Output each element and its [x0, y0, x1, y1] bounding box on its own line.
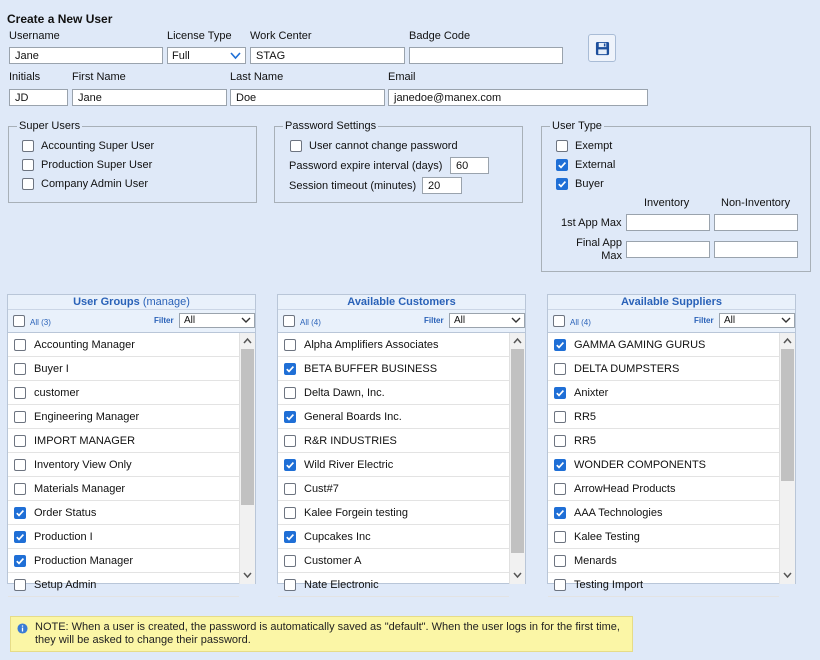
- user-group-list-item[interactable]: [8, 501, 239, 525]
- final-app-max-label: [573, 237, 622, 263]
- user-group-item-checkbox[interactable]: [14, 555, 26, 567]
- checkmark-icon: [555, 340, 565, 350]
- manage-groups-link[interactable]: (manage): [142, 296, 190, 308]
- customer-item-label: Wild River Electric: [304, 458, 394, 471]
- supplier-item-label: DELTA DUMPSTERS: [574, 362, 680, 375]
- supplier-item-label: Menards: [574, 554, 617, 567]
- user-groups-scroll-thumb[interactable]: [241, 349, 254, 505]
- first-name-input[interactable]: Jane: [72, 89, 227, 106]
- email-input[interactable]: janedoe@manex.com: [388, 89, 648, 106]
- user-group-list-item[interactable]: [8, 381, 239, 405]
- super-user-checkbox-label: Production Super User: [41, 159, 153, 171]
- customer-item-checkbox[interactable]: [284, 363, 296, 375]
- save-icon: [595, 41, 610, 56]
- final-app-max-non-inventory-input[interactable]: [714, 241, 798, 258]
- supplier-item-checkbox[interactable]: [554, 339, 566, 351]
- username-input[interactable]: Jane: [9, 47, 163, 64]
- work-center-label: Work Center: [250, 30, 312, 42]
- customers-all-count: All (4): [300, 318, 321, 327]
- suppliers-filter-bar: [548, 310, 795, 333]
- checkmark-icon: [15, 508, 25, 518]
- user-groups-select-all-checkbox[interactable]: [13, 315, 25, 327]
- customer-list-item[interactable]: [278, 501, 509, 525]
- user-group-item-label: Setup Admin: [34, 578, 97, 591]
- user-groups-filter-select[interactable]: [179, 313, 255, 328]
- user-group-item-label: Buyer I: [34, 362, 69, 375]
- customers-filter-select[interactable]: [449, 313, 525, 328]
- super-user-checkbox-label: Accounting Super User: [41, 140, 155, 152]
- checkmark-icon: [555, 460, 565, 470]
- last-name-label: Last Name: [230, 71, 284, 83]
- supplier-item-checkbox[interactable]: [554, 411, 566, 423]
- license-type-label: License Type: [167, 30, 232, 42]
- customer-list-item[interactable]: [278, 429, 509, 453]
- user-group-list-item[interactable]: [8, 549, 239, 573]
- user-type-external-checkbox[interactable]: [556, 159, 615, 171]
- suppliers-select-all-checkbox[interactable]: [553, 315, 565, 327]
- checkmark-icon: [555, 388, 565, 398]
- supplier-item-checkbox[interactable]: [554, 555, 566, 567]
- first-app-max-inventory-input[interactable]: [626, 214, 710, 231]
- scroll-down-icon[interactable]: [781, 569, 794, 581]
- session-timeout-input[interactable]: 20: [422, 177, 462, 194]
- user-groups-list: [8, 333, 239, 591]
- customer-list-item[interactable]: [278, 405, 509, 429]
- customers-panel: [277, 294, 526, 591]
- super-user-checkbox-box[interactable]: [22, 140, 34, 152]
- customer-item-checkbox[interactable]: [284, 459, 296, 471]
- super-user-checkbox-label: Company Admin User: [41, 178, 148, 190]
- supplier-item-label: RR5: [574, 434, 597, 447]
- first-name-label: First Name: [72, 71, 126, 83]
- supplier-item-checkbox[interactable]: [554, 483, 566, 495]
- super-users-legend: Super Users: [19, 120, 81, 132]
- supplier-item-label: Kalee Testing: [574, 530, 640, 543]
- customer-item-label: Customer A: [304, 554, 362, 567]
- user-group-list-item[interactable]: [8, 573, 239, 597]
- user-type-exempt-checkbox[interactable]: [556, 140, 612, 152]
- user-group-list-item[interactable]: [8, 429, 239, 453]
- customers-filter-label: Filter: [424, 316, 444, 325]
- scroll-up-icon[interactable]: [241, 335, 254, 347]
- initials-label: Initials: [9, 71, 41, 83]
- inventory-column-label: Inventory: [644, 197, 690, 209]
- user-group-item-checkbox[interactable]: [14, 483, 26, 495]
- badge-code-label: Badge Code: [409, 30, 471, 42]
- user-type-checkbox-label: Buyer: [575, 178, 604, 190]
- last-name-input[interactable]: Doe: [230, 89, 385, 106]
- license-type-value: Full: [172, 50, 190, 62]
- customer-list-item[interactable]: [278, 381, 509, 405]
- customer-item-label: BETA BUFFER BUSINESS: [304, 362, 438, 375]
- customers-filter-value: All: [454, 315, 466, 326]
- user-groups-header: [8, 295, 255, 310]
- customer-list-item[interactable]: [278, 333, 509, 357]
- customer-item-label: Nate Electronic: [304, 578, 379, 591]
- checkmark-icon: [285, 532, 295, 542]
- user-type-checkbox-box[interactable]: [556, 140, 568, 152]
- user-group-item-checkbox[interactable]: [14, 579, 26, 591]
- customer-item-label: Delta Dawn, Inc.: [304, 386, 385, 399]
- user-group-item-label: Accounting Manager: [34, 338, 135, 351]
- user-group-item-label: IMPORT MANAGER: [34, 434, 136, 447]
- user-groups-all-count: All (3): [30, 318, 51, 327]
- user-group-list-item[interactable]: [8, 453, 239, 477]
- user-group-list-item[interactable]: [8, 477, 239, 501]
- user-group-item-label: Engineering Manager: [34, 410, 140, 423]
- session-timeout-label: Session timeout (minutes): [289, 180, 417, 192]
- supplier-item-checkbox[interactable]: [554, 579, 566, 591]
- checkmark-icon: [285, 412, 295, 422]
- suppliers-scrollbar[interactable]: [779, 333, 795, 584]
- customer-item-label: Cupcakes Inc: [304, 530, 371, 543]
- user-group-item-checkbox[interactable]: [14, 363, 26, 375]
- supplier-item-checkbox[interactable]: [554, 363, 566, 375]
- checkmark-icon: [285, 460, 295, 470]
- customer-item-checkbox[interactable]: [284, 555, 296, 567]
- badge-code-input[interactable]: [409, 47, 563, 64]
- user-type-checkbox-box[interactable]: [556, 159, 568, 171]
- user-type-buyer-checkbox[interactable]: [556, 178, 604, 190]
- user-group-item-label: Order Status: [34, 506, 97, 519]
- user-type-checkbox-label: External: [575, 159, 616, 171]
- supplier-item-label: GAMMA GAMING GURUS: [574, 338, 706, 351]
- super-user-accounting-super-user-checkbox[interactable]: [22, 140, 154, 152]
- user-groups-filter-bar: [8, 310, 255, 333]
- supplier-item-label: Testing Import: [574, 578, 644, 591]
- supplier-list-item[interactable]: [548, 549, 779, 573]
- user-group-item-checkbox[interactable]: [14, 459, 26, 471]
- checkmark-icon: [555, 508, 565, 518]
- checkmark-icon: [557, 179, 567, 189]
- customers-scroll-thumb[interactable]: [511, 349, 524, 553]
- user-group-item-label: Production I: [34, 530, 93, 543]
- password-expire-input[interactable]: 60: [450, 157, 489, 174]
- suppliers-filter-label: Filter: [694, 316, 714, 325]
- supplier-item-checkbox[interactable]: [554, 507, 566, 519]
- supplier-list-item[interactable]: [548, 429, 779, 453]
- supplier-list-item[interactable]: [548, 333, 779, 357]
- customers-title: Available Customers: [347, 296, 456, 308]
- chevron-down-icon: [229, 49, 242, 62]
- suppliers-title: Available Suppliers: [620, 296, 723, 308]
- customer-list-item[interactable]: [278, 453, 509, 477]
- cannot-change-password-checkbox[interactable]: [290, 140, 458, 152]
- password-settings-legend: Password Settings: [285, 120, 377, 132]
- customers-header: [278, 295, 525, 310]
- customer-item-checkbox[interactable]: [284, 435, 296, 447]
- cannot-change-password-label: User cannot change password: [309, 140, 458, 152]
- supplier-list-item[interactable]: [548, 501, 779, 525]
- super-user-company-admin-user-checkbox[interactable]: [22, 178, 148, 190]
- info-icon: [17, 623, 28, 634]
- checkmark-icon: [15, 532, 25, 542]
- final-app-max-line1: Final App: [576, 237, 622, 249]
- customer-item-checkbox[interactable]: [284, 411, 296, 423]
- save-button[interactable]: [588, 34, 616, 62]
- user-group-list-item[interactable]: [8, 357, 239, 381]
- suppliers-list: [548, 333, 779, 591]
- super-user-checkbox-box[interactable]: [22, 159, 34, 171]
- username-label: Username: [9, 30, 60, 42]
- customer-item-label: Cust#7: [304, 482, 339, 495]
- user-groups-panel: [7, 294, 256, 591]
- user-groups-title: User Groups: [73, 296, 140, 308]
- supplier-item-checkbox[interactable]: [554, 459, 566, 471]
- customer-item-label: Alpha Amplifiers Associates: [304, 338, 439, 351]
- final-app-max-line2: Max: [601, 250, 622, 262]
- user-group-list-item[interactable]: [8, 405, 239, 429]
- password-expire-label: Password expire interval (days): [289, 160, 443, 172]
- user-group-item-checkbox[interactable]: [14, 411, 26, 423]
- customers-list: [278, 333, 509, 591]
- user-group-list-item[interactable]: [8, 525, 239, 549]
- customer-list-item[interactable]: [278, 477, 509, 501]
- customer-list-item[interactable]: [278, 525, 509, 549]
- user-type-checkbox-box[interactable]: [556, 178, 568, 190]
- customer-item-label: Kalee Forgein testing: [304, 506, 408, 519]
- scroll-down-icon[interactable]: [241, 569, 254, 581]
- customer-list-item[interactable]: [278, 549, 509, 573]
- user-group-item-checkbox[interactable]: [14, 387, 26, 399]
- user-groups-scrollbar[interactable]: [239, 333, 255, 584]
- suppliers-panel: [547, 294, 796, 591]
- scroll-down-icon[interactable]: [511, 569, 524, 581]
- super-user-production-super-user-checkbox[interactable]: [22, 159, 152, 171]
- supplier-item-label: Anixter: [574, 386, 609, 399]
- customer-list-item[interactable]: [278, 573, 509, 597]
- supplier-list-item[interactable]: [548, 381, 779, 405]
- suppliers-all-count: All (4): [570, 318, 591, 327]
- customer-item-checkbox[interactable]: [284, 507, 296, 519]
- customers-scrollbar[interactable]: [509, 333, 525, 584]
- user-group-item-label: Production Manager: [34, 554, 134, 567]
- checkmark-icon: [557, 160, 567, 170]
- work-center-input[interactable]: STAG: [250, 47, 405, 64]
- scroll-up-icon[interactable]: [781, 335, 794, 347]
- customers-select-all-checkbox[interactable]: [283, 315, 295, 327]
- supplier-item-label: ArrowHead Products: [574, 482, 676, 495]
- supplier-list-item[interactable]: [548, 405, 779, 429]
- customers-filter-bar: [278, 310, 525, 333]
- user-group-item-checkbox[interactable]: [14, 531, 26, 543]
- user-group-item-label: Inventory View Only: [34, 458, 132, 471]
- supplier-list-item[interactable]: [548, 573, 779, 597]
- chevron-down-icon: [240, 314, 252, 326]
- customer-item-checkbox[interactable]: [284, 579, 296, 591]
- user-group-item-checkbox[interactable]: [14, 339, 26, 351]
- supplier-item-checkbox[interactable]: [554, 435, 566, 447]
- checkmark-icon: [15, 556, 25, 566]
- supplier-item-label: WONDER COMPONENTS: [574, 458, 706, 471]
- suppliers-filter-value: All: [724, 315, 736, 326]
- password-note: [10, 616, 633, 652]
- chevron-down-icon: [510, 314, 522, 326]
- supplier-list-item[interactable]: [548, 357, 779, 381]
- first-app-max-non-inventory-input[interactable]: [714, 214, 798, 231]
- non-inventory-column-label: Non-Inventory: [721, 197, 791, 209]
- customer-list-item[interactable]: [278, 357, 509, 381]
- first-app-max-label: 1st App Max: [561, 217, 622, 229]
- email-label: Email: [388, 71, 416, 83]
- user-group-item-checkbox[interactable]: [14, 435, 26, 447]
- user-groups-filter-value: All: [184, 315, 196, 326]
- initials-input[interactable]: JD: [9, 89, 68, 106]
- supplier-list-item[interactable]: [548, 477, 779, 501]
- customer-item-checkbox[interactable]: [284, 387, 296, 399]
- supplier-item-label: RR5: [574, 410, 597, 423]
- page-title: Create a New User: [7, 12, 113, 26]
- user-group-item-checkbox[interactable]: [14, 507, 26, 519]
- user-type-checkbox-label: Exempt: [575, 140, 613, 152]
- chevron-down-icon: [780, 314, 792, 326]
- final-app-max-inventory-input[interactable]: [626, 241, 710, 258]
- password-note-text: NOTE: When a user is created, the password is automatically saved as "default". When the user logs in for the first time, they will be asked to change their password.: [35, 621, 620, 646]
- customer-item-label: R&R INDUSTRIES: [304, 434, 397, 447]
- supplier-item-label: AAA Technologies: [574, 506, 663, 519]
- supplier-list-item[interactable]: [548, 525, 779, 549]
- supplier-list-item[interactable]: [548, 453, 779, 477]
- suppliers-header: [548, 295, 795, 310]
- suppliers-filter-select[interactable]: [719, 313, 795, 328]
- suppliers-scroll-thumb[interactable]: [781, 349, 794, 481]
- customer-item-checkbox[interactable]: [284, 531, 296, 543]
- license-type-select[interactable]: [167, 47, 246, 64]
- customer-item-label: General Boards Inc.: [304, 410, 402, 423]
- customer-item-checkbox[interactable]: [284, 339, 296, 351]
- user-type-legend: User Type: [552, 120, 602, 132]
- cannot-change-password-box[interactable]: [290, 140, 302, 152]
- user-group-item-label: Materials Manager: [34, 482, 126, 495]
- scroll-up-icon[interactable]: [511, 335, 524, 347]
- customer-item-checkbox[interactable]: [284, 483, 296, 495]
- user-group-item-label: customer: [34, 386, 80, 399]
- checkmark-icon: [285, 364, 295, 374]
- supplier-item-checkbox[interactable]: [554, 531, 566, 543]
- user-group-list-item[interactable]: [8, 333, 239, 357]
- super-user-checkbox-box[interactable]: [22, 178, 34, 190]
- user-groups-filter-label: Filter: [154, 316, 174, 325]
- supplier-item-checkbox[interactable]: [554, 387, 566, 399]
